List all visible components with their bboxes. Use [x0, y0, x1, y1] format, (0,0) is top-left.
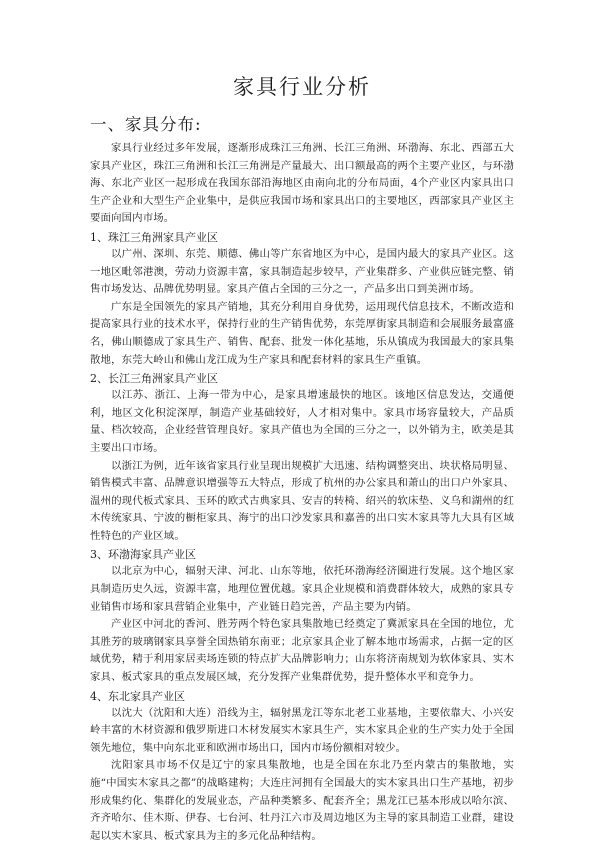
body-paragraph: 以江苏、浙江、上海一带为中心，是家具增速最快的地区。该地区信息发达，交通便利，地区文化积淀深厚，制造产业基础较好，人才相对集中。家具市场容量较大，产品质量、档次较高，企业经营管理良好。家具产值也为全国的三分之一，以外销为主，欧美是其主要出口市场。 — [90, 389, 514, 454]
subsection-heading: 3、环渤海家具产业区 — [90, 548, 196, 562]
subsection-northeast — [90, 688, 514, 846]
subsection-pearl-river-delta — [90, 229, 514, 369]
body-paragraph: 产业区中河北的香河、胜芳两个特色家具集散地已经奠定了冀派家具在全国的地位，尤其胜芳的玻璃钢家具享誉全国热销东南亚；北京家具企业了解本地市场需求，占据一定的区域优势，精于利用家居卖场连锁的特点扩大品牌影响力；山东将济南规划为软体家具、实木家具、板式家具的重点发展区域，充分发挥产业集群优势，提升整体水平和竞争力。 — [90, 618, 514, 684]
body-paragraph: 以浙江为例，近年该省家具行业呈现出规模扩大迅速、结构调整突出、块状格局明显、销售模式丰富、品牌意识增强等五大特点，形成了杭州的办公家具和萧山的出口户外家具、温州的现代板式家具、玉环的欧式古典家具、安吉的转椅、绍兴的软床垫、义乌和湖州的红木传统家具、宁波的橱柜家具、海宁的出口沙发家具和嘉善的出口实木家具等九大具有区域性特色的产业区域。 — [90, 459, 514, 542]
body-paragraph: 以广州、深圳、东莞、顺德、佛山等广东省地区为中心，是国内最大的家具产业区。这一地区毗邻港澳，劳动力资源丰富，家具制造起步较早，产业集群多、产业供应链完整、销售市场发达、品牌优势明显。家具产值占全国的三分之一，产品多出口到美洲市场。 — [90, 247, 514, 296]
subsection-bohai-rim — [90, 546, 514, 686]
document-title: 家具行业分析 — [233, 75, 371, 99]
subsection-heading: 4、东北家具产业区 — [90, 689, 185, 703]
body-paragraph: 以沈大（沈阳和大连）沿线为主，辐射黑龙江等东北老工业基地，主要依靠大、小兴安岭丰富的木材资源和俄罗斯进口木材发展实木家具生产，实木家具企业的生产实力处于全国领先地位，集中向东北亚和欧洲市场出口，国内市场份额相对较少。 — [90, 706, 514, 754]
section-heading-furniture-distribution: 一、家具分布: — [90, 115, 202, 134]
subsection-heading: 2、长江三角洲家具产业区 — [90, 372, 218, 386]
body-paragraph: 广东是全国领先的家具产销地，其充分利用自身优势，运用现代信息技术，不断改造和提高家具行业的技术水平，保持行业的生产销售优势，东莞厚街家具制造和会展服务最富盛名，佛山顺德成了家具生产、销售、配套、批发一体化基地，乐从镇成为我国最大的家具集散地，东莞大岭山和佛山龙江成为生产家具和配套材料的家具生产重镇。 — [90, 300, 514, 366]
subsection-yangtze-river-delta — [90, 370, 514, 545]
body-paragraph: 沈阳家具市场不仅是辽宁的家具集散地，也是全国在东北乃至内蒙古的集散地，实施“中国实木家具之都”的战略建构；大连庄河拥有全国最大的实木家具出口生产基地，初步形成集约化、集群化的发展业态，产品种类繁多、配套齐全；黑龙江已基本形成以哈尔滨、齐齐哈尔、佳木斯、伊春、七台河、牡丹江六市及周边地区为主导的家具制造工业群，建设起以实木家具、板式家具为主的多元化品种结构。 — [90, 759, 514, 842]
subsection-heading: 1、珠江三角洲家具产业区 — [90, 230, 218, 244]
intro-paragraph: 家具行业经过多年发展，逐渐形成珠江三角洲、长江三角洲、环渤海、东北、西部五大家具产业区，珠江三角洲和长江三角洲是产量最大、出口额最高的两个主要产业区，与环渤海、东北产业区一起形成在我国东部沿海地区由南向北的分布局面，4个产业区内家具出口生产企业和大型生产企业集中，是供应我国市场和家具出口的主要地区，西部家具产业区主要面向国内市场。 — [90, 142, 514, 225]
body-paragraph: 以北京为中心，辐射天津、河北、山东等地，依托环渤海经济圈进行发展。这个地区家具制造历史久远，资源丰富，地理位置优越。家具企业规模和消费群体较大，成熟的家具专业销售市场和家具营销企业集中，产业链日趋完善，产品主要为内销。 — [90, 565, 514, 613]
